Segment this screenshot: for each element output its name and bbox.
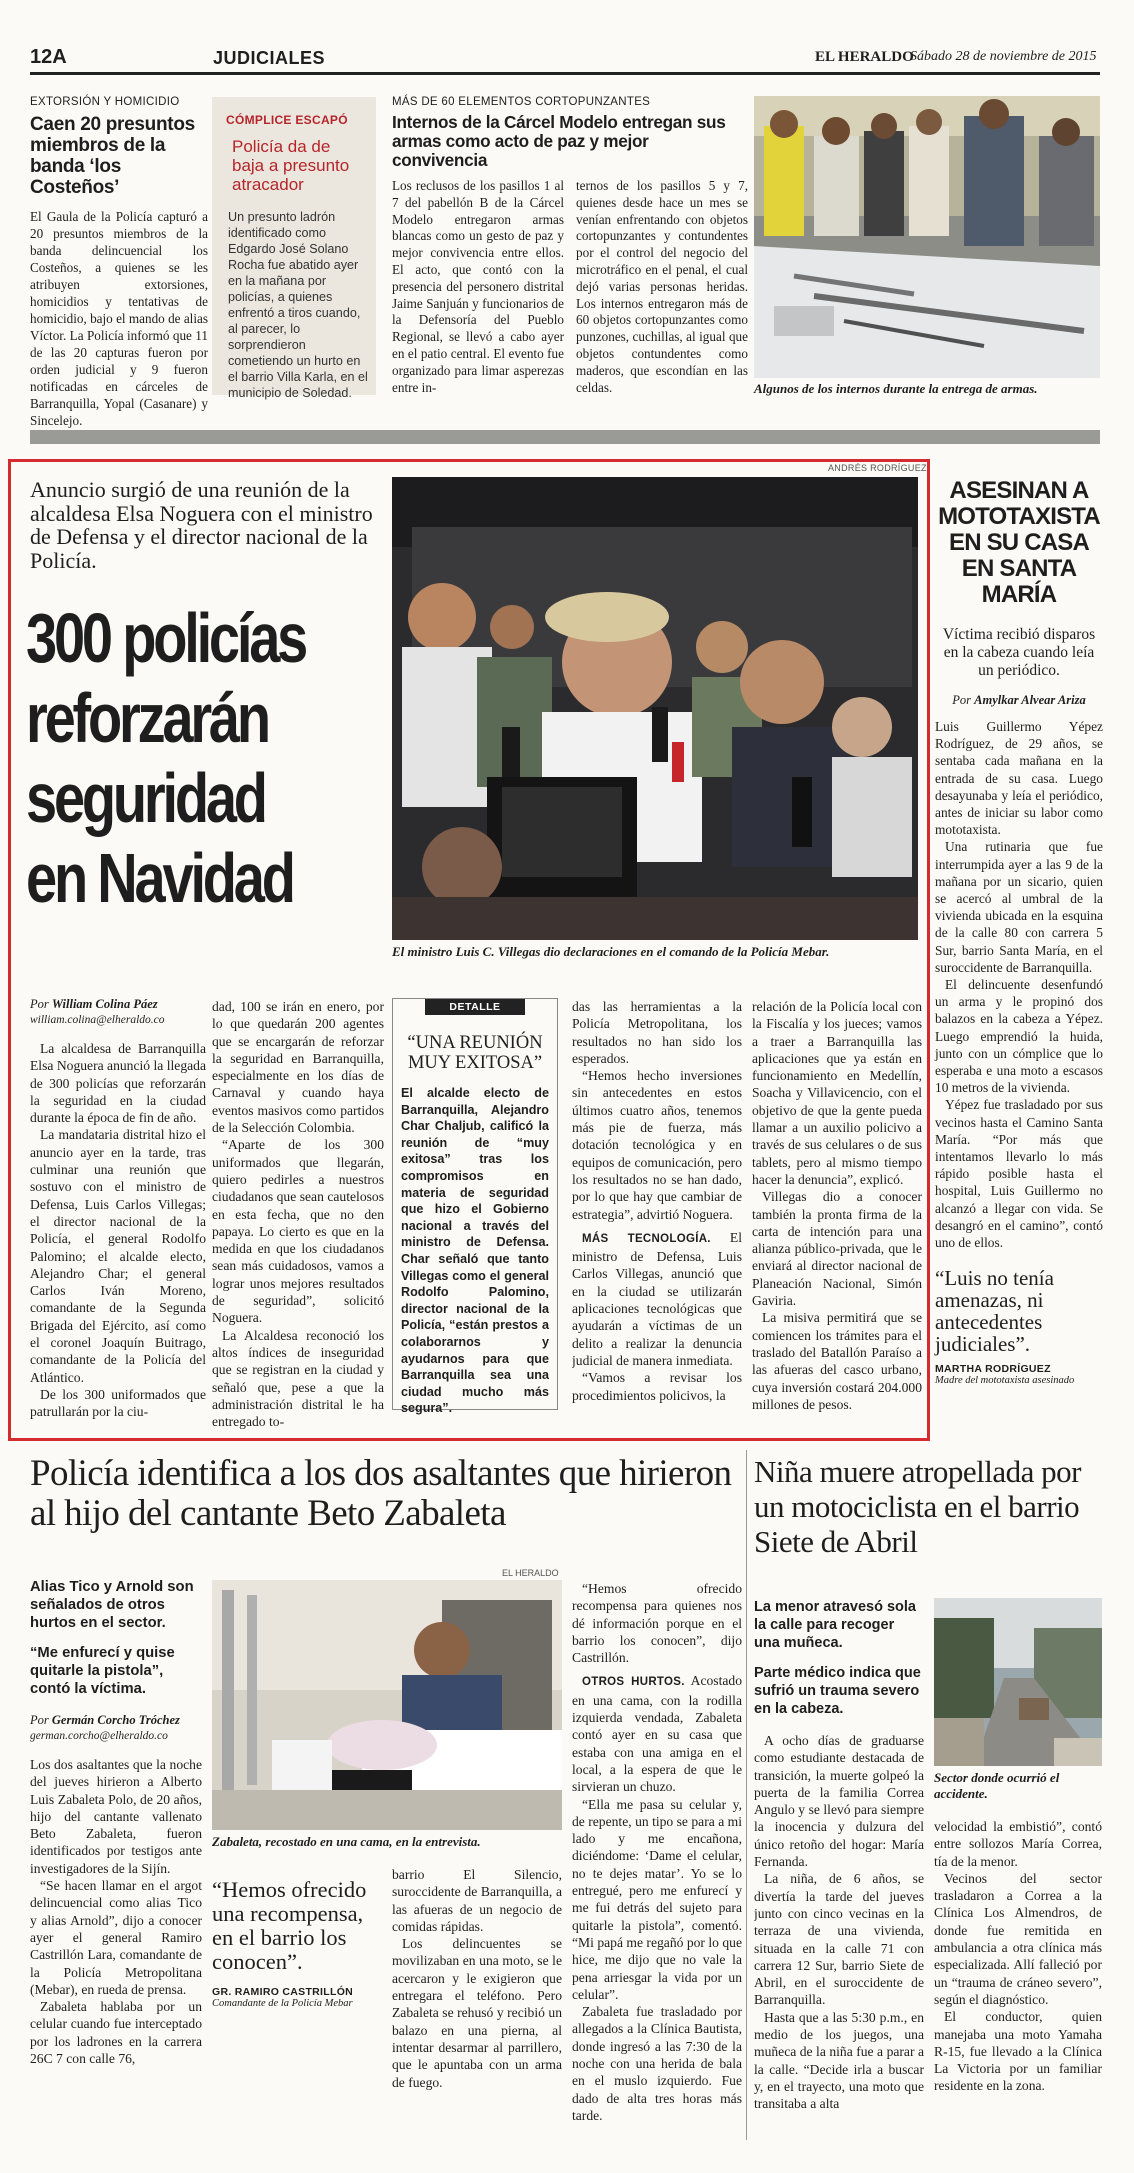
main-deck: Anuncio surgió de una reunión de la alcaldesa Elsa Noguera con el ministro de Defensa y el director nacional de la Policía. <box>30 477 373 573</box>
quote-name: GR. RAMIRO CASTRILLÓN <box>212 1986 354 1998</box>
body-col-1: Los reclusos de los pasillos 1 al 7 del pabellón B de la Cárcel Modelo entregaron armas blancas como un gesto de paz y mejor convivencia entre ellos. El acto, que contó con la presencia del personero distrital Jaime Sanjuán y funcionarios de la Defensoría del Pueblo Regional, se llevó a cabo ayer en el patio central. El evento fue organizado para limar asperezas entre in- <box>392 178 564 395</box>
detail-label: DETALLE <box>425 999 525 1015</box>
main-byline-email: william.colina@elheraldo.co <box>30 1014 165 1026</box>
byline-prefix: Por <box>30 997 49 1011</box>
byline-name: Amylkar Alvear Ariza <box>974 693 1086 707</box>
zabaleta-caption: Zabaleta, recostado en una cama, en la entrevista. <box>212 1834 481 1849</box>
headline: Caen 20 presuntos miembros de la banda ‘los Costeños’ <box>30 114 195 198</box>
headline-line-2: reforzarán <box>26 679 268 757</box>
paragraph: Luis Guillermo Yépez Rodríguez, de 29 años, se sentaba cada mañana en la entrada de su casa. Luego desayunaba y leía el periódico, antes de iniciar su labor como mototaxista. <box>935 719 1103 838</box>
byline-prefix: Por <box>952 693 972 707</box>
paragraph: El conductor, quien manejaba una moto Yamaha R-15, fue llevado a la Clínica La Victoria por un familiar residente en la zona. <box>934 2009 1102 2094</box>
headline: Internos de la Cárcel Modelo entregan sus armas como acto de paz y mejor convivencia <box>392 112 726 170</box>
main-col-1 <box>30 996 206 1436</box>
paragraph: Los dos asaltantes que la noche del jueves hirieron a Alberto Luis Zabaleta Polo, de 20 años, hijo del cantante vallenato Beto Zabaleta, fueron identificados por testigos ante investigadores de la Sijín. <box>30 1757 202 1876</box>
paragraph: La niña, de 6 años, se divertía la tarde del jueves junto con cinco vecinas en la terraza de una vivienda, situada en la calle 71 con carrera 12 Sur, barrio Siete de Abril, en el suroccidente de Barranquilla. <box>754 1871 924 2008</box>
paragraph: Zabaleta hablaba por un celular cuando fue interceptado por los ladrones en la carrera 26C 7 con calle 76, <box>30 1999 202 2067</box>
paragraph: “Hemos ofrecido recompensa para quienes nos dé información porque en el barrio los conocen”, dijo Castrillón. <box>572 1581 742 1666</box>
paragraph: Yépez fue trasladado por sus vecinos hasta el Camino Santa María. “Por más que intentamos llevarlo lo más rápido posible hasta el hospital, Luis Guillermo no alcanzó a llegar con vida. Se desangró en el camino”, contó uno de ellos. <box>935 1097 1103 1251</box>
subhead-otros-hurtos: OTROS HURTOS. <box>582 1676 685 1689</box>
nina-col-1 <box>754 1598 924 2138</box>
byline-prefix: Por <box>30 1713 49 1727</box>
main-caption: El ministro Luis C. Villegas dio declaraciones en el comando de la Policía Mebar. <box>392 944 830 959</box>
page-number: 12A <box>30 46 67 68</box>
byline-name: William Colina Páez <box>51 997 158 1011</box>
detail-title: “UNA REUNIÓN MUY EXITOSA” <box>407 1033 543 1073</box>
paragraph: A ocho días de graduarse como estudiante destacada de transición, la muerte golpeó la puerta de la familia Correa Angulo y se llevó para siempre la inocencia y dulzura del único retoño del hogar: María Fernanda. <box>754 1733 924 1870</box>
zabaleta-col-1-text <box>30 1756 202 2067</box>
weapons-image <box>754 96 1100 378</box>
paragraph: “Hemos hecho inversiones sin antecedentes en estos últimos cuatro años, tenemos más pie de fuerza, más dotación tecnológica y en equipos de comunicación, pero los resultados no se han dado, por lo que hay que cambiar de estrategia”, advirtió Noguera. <box>572 1068 742 1222</box>
main-headline <box>26 598 396 918</box>
body: El Gaula de la Policía capturó a 20 presuntos miembros de la banda delincuencial los Costeños, a quienes se les atribuyen extorsiones, homicidios y tentativas de homicidio, bajo el mando de alias Víctor. La Policía informó que 11 de las 20 capturas fueron por orden judicial y 9 fueron notificadas en cárceles de Barranquilla, Yopal (Casanare) y Sincelejo. <box>30 209 208 428</box>
paragraph <box>572 1672 742 1795</box>
issue-date: Sábado 28 de noviembre de 2015 <box>910 49 1097 64</box>
quote-text: “Hemos ofrecido una recompensa, en el barrio los conocen”. <box>212 1877 367 1974</box>
paragraph: “Se hacen llamar en el argot delincuencial como alias Tico y alias Arnold”, dijo a conocer ayer el general Ramiro Castrillón Lara, comandante de la Policía Metropolitana (Mebar), en rueda de prensa. <box>30 1878 202 1997</box>
main-byline <box>30 996 206 1012</box>
byline <box>30 1712 202 1728</box>
paragraph-text: El ministro de Defensa, Luis Carlos Villegas, anunció que en la ciudad se utilizarán aplicaciones tecnológicas que ayudarán a víctimas de un delito a realizar la denuncia judicial de manera inmediata. <box>572 1229 742 1368</box>
quote-role: Comandante de la Policía Mebar <box>212 1998 353 2009</box>
zabaleta-col-1 <box>30 1578 202 2128</box>
bottom-headline-zabaleta: Policía identifica a los dos asaltantes que hirieron al hijo del cantante Beto Zabaleta <box>30 1453 732 1534</box>
section-name: JUDICIALES <box>213 48 326 68</box>
paragraph: Hasta que a las 5:30 p.m., en medio de los juegos, una muñeca de la niña fue a parar a la calle. “Decide irla a buscar y, en el trayecto, una moto que transitaba a alta <box>754 2009 924 2112</box>
main-photo <box>392 477 918 940</box>
main-col-1-text <box>30 1040 206 1421</box>
kicker: MÁS DE 60 ELEMENTOS CORTOPUNZANTES <box>392 96 651 108</box>
paragraph: barrio El Silencio, suroccidente de Barranquilla, a las afueras de un negocio de comidas rápidas. <box>392 1867 562 1934</box>
body-col-2: ternos de los pasillos 5 y 7, quienes desde hace un mes se venían enfrentando con objetos cortopunzantes y contundentes por el control del negocio del microtráfico en el penal, el cual dejó varias personas heridas. Los internos entregaron más de 60 objetos cortopunzantes como punzones, cuchillas, al igual que objetos contundentes como maderos, que escondían en las celdas. <box>576 178 748 395</box>
paragraph: velocidad la embistió”, contó entre sollozos María Correa, tía de la menor. <box>934 1819 1102 1869</box>
kicker: CÓMPLICE ESCAPÓ <box>226 113 348 127</box>
side-quote-role: Madre del mototaxista asesinado <box>935 1375 1075 1387</box>
deck-2: “Me enfurecí y quise quitarle la pistola”, contó la víctima. <box>30 1645 175 1697</box>
deck-1: La menor atravesó sola la calle para recoger una muñeca. <box>754 1599 916 1651</box>
paragraph: Villegas dio a conocer también la pronta firma de la carta de intención para una alianza público-privada, que le enviará al director nacional de Planeación Nacional, Simón Gaviria. <box>752 1189 922 1309</box>
subhead-tecnologia: MÁS TECNOLOGÍA. <box>582 1232 711 1245</box>
weapons-photo <box>754 96 1100 378</box>
paragraph: La Alcaldesa reconoció los altos índices de inseguridad que se registran en la ciudad y señaló que, pese a que la administración distrital le ha entregado to- <box>212 1327 384 1430</box>
top-story-costenos <box>30 96 208 428</box>
kicker: EXTORSIÓN Y HOMICIDIO <box>30 96 180 108</box>
paragraph: De los 300 uniformados que patrullarán por la ciu- <box>30 1386 206 1420</box>
zabaleta-image <box>212 1580 562 1830</box>
street-image <box>934 1598 1102 1766</box>
main-photo-credit: ANDRÉS RODRÍGUEZ <box>828 463 927 473</box>
section-divider <box>30 430 1100 444</box>
top-story-carcel <box>392 96 748 396</box>
paragraph <box>572 1229 742 1369</box>
headline-line-4: en Navidad <box>26 839 293 917</box>
paragraph: La alcaldesa de Barranquilla Elsa Noguera anunció la llegada de 300 policías que reforzarán la seguridad en la ciudad durante la época de fin de año. <box>30 1041 206 1126</box>
street-caption: Sector donde ocurrió el accidente. <box>934 1770 1060 1801</box>
paragraph: “Aparte de los 300 uniformados que llegarán, quiero pedirles a nuestros ciudadanos que sean cautelosos en esta fecha, que no den papaya. Lo cierto es que en la medida en que los ciudadanos sean más cuidadosos, vamos a lograr unos mejores resultados de seguridad”, solicitó Noguera. <box>212 1137 384 1326</box>
zabaleta-col-4 <box>572 1580 742 2136</box>
paper-name: EL HERALDO <box>815 49 914 65</box>
zabaleta-photo <box>212 1580 562 1830</box>
detail-box <box>392 998 558 1416</box>
main-col-5 <box>752 998 922 1438</box>
paragraph: Vecinos del sector trasladaron a Correa a la Clínica Los Almendros, de donde fue remitida en ambulancia a otra clínica más especializada. Allí falleció por un “trauma de cráneo severo”, según el diagnóstico. <box>934 1870 1102 2007</box>
side-deck: Víctima recibió disparos en la cabeza cuando leía un periódico. <box>942 626 1096 679</box>
side-quote: “Luis no tenía amenazas, ni antecedentes judiciales”. <box>935 1266 1054 1357</box>
masthead <box>0 0 1134 80</box>
paragraph: “Vamos a revisar los procedimientos policivos, la <box>572 1370 742 1403</box>
nina-col-1-text <box>754 1732 924 2113</box>
paragraph: Zabaleta fue trasladado por allegados a la Clínica Bautista, donde ingresó a las 7:30 de la noche con una herida de bala en el muslo izquierdo. Fue dado de alta tres horas más tarde. <box>572 2004 742 2123</box>
press-conference-image <box>392 477 918 940</box>
headline-line-3: seguridad <box>26 759 265 837</box>
nina-col-2 <box>934 1818 1102 2138</box>
headline-line-1: 300 policías <box>26 599 306 677</box>
side-quote-name: MARTHA RODRÍGUEZ <box>935 1363 1051 1376</box>
deck-1: Alias Tico y Arnold son señalados de otros hurtos en el sector. <box>30 1579 194 1631</box>
masthead-rule <box>30 72 1100 75</box>
detail-body: El alcalde electo de Barranquilla, Alejandro Char Chaljub, calificó la reunión de “muy exitosa” tras los compromisos en materia de seguridad que hizo el Gobierno nacional a través del ministro de Defensa. Char señaló que tanto Villegas como el general Rodolfo Palomino, director nacional de la Policía, “están prestos a colaborarnos y ayudarnos para que Barranquilla sea una ciudad mucho más segura”. <box>401 1086 549 1416</box>
main-col-4 <box>572 998 742 1438</box>
paragraph: La mandataria distrital hizo el anuncio ayer en la tarde, tras culminar una reunión que sostuvo con el ministro de Defensa, Luis Carlos Villegas; el director nacional de la Policía, el general Rodolfo Palomino; el alcalde electo, Alejandro Char; el general Carlos Iván Moreno, comandante de la Segunda Brigada del Ejército, así como el coronel Joaquín Buitrago, comandante de la Policía del Atlántico. <box>30 1127 206 1385</box>
paragraph: Una rutinaria que fue interrumpida ayer a las 9 de la mañana por un sicario, quien se acercó al umbral de la vivienda ubicada en la esquina de la calle 80 con carrera 5 Sur, barrio Santa María, en el suroccidente de Barranquilla. <box>935 839 1103 975</box>
paragraph: das las herramientas a la Policía Metropolitana, los resultados no han sido los esperados. <box>572 999 742 1066</box>
zabaleta-photo-credit: EL HERALDO <box>502 1568 559 1578</box>
paragraph: relación de la Policía local con la Fiscalía y los jueces; vamos a traer a Barranquilla las aplicaciones que ya están en funcionamiento en Medellín, Soacha y Villavicencio, con el objetivo de que la gente pueda llamar a un auxilio policivo a través de sus celulares o de sus tablets, pero al mismo tiempo hacer la denuncia”, explicó. <box>752 999 922 1187</box>
paragraph: “Ella me pasa su celular y, de repente, un tipo se para a mi lado y me encañona, diciéndome: ‘Dame el celular, no te dejes matar’. Yo se lo entregué, pero me enfurecí y me fui detrás del sujeto para quitarle la pistola”, comentó. “Mi papá me regañó por lo que hice, me dijo que no vale la pena arriesgar la vida por un celular”. <box>572 1796 742 2002</box>
paragraph-text: Acostado en una cama, con la rodilla izquierda vendada, Zabaleta contó ayer en su casa que estaba con una amiga en el local, a la espera de que le sirvieran un chuzo. <box>572 1673 742 1795</box>
byline-name: Germán Corcho Tróchez <box>51 1713 180 1727</box>
paragraph: La misiva permitirá que se comiencen los trámites para el traslado del Batallón Paraíso a las afueras del casco urbano, cuya inversión costará 204.000 millones de pesos. <box>752 1310 922 1412</box>
zabaleta-quote <box>212 1878 384 2010</box>
bottom-vertical-rule <box>746 1450 747 2140</box>
main-col-2 <box>212 998 384 1438</box>
side-headline: ASESINAN A MOTOTAXISTA EN SU CASA EN SANTA MARÍA <box>938 477 1100 608</box>
side-body <box>935 718 1103 1251</box>
weapons-caption: Algunos de los internos durante la entrega de armas. <box>754 381 1038 396</box>
body: Un presunto ladrón identificado como Edgardo José Solano Rocha fue abatido ayer en la mañana por policías, a quienes enfrentó a tiros cuando, al parecer, lo sorprendieron cometiendo un hurto en el barrio Villa Karla, en el municipio de Soledad. <box>228 210 368 400</box>
paragraph: Los delincuentes se movilizaban en una moto, se le acercaron y le exigieron que entregara el teléfono. Pero Zabaleta se rehusó y recibió un balazo en una pierna, al intentar desarmar al parrillero, que le apuntaba con un arma de fuego. <box>392 1936 562 2090</box>
paragraph: dad, 100 se irán en enero, por lo que quedarán 200 agentes que se encargarán de reforzar la seguridad en Barranquilla, especialmente en los días de Carnaval y cuando haya eventos masivos como partidos de la Selección Colombia. <box>212 999 384 1136</box>
side-byline <box>935 692 1103 708</box>
byline-email: german.corcho@elheraldo.co <box>30 1730 168 1742</box>
street-photo <box>934 1598 1102 1766</box>
headline: Policía da de baja a presunto atracador <box>232 137 350 194</box>
paragraph: El delincuente desenfundó un arma y le propinó dos balazos en la cabeza a Yépez. Luego emprendió la huida, junto con un cómplice que lo esperaba e una moto a escasos 10 metros de la vivienda. <box>935 977 1103 1096</box>
deck-2: Parte médico indica que sufrió un trauma severo en la cabeza. <box>754 1665 921 1717</box>
zabaleta-col-3 <box>392 1866 562 2136</box>
top-story-atracador <box>212 97 376 400</box>
side-story <box>935 478 1103 1438</box>
bottom-headline-nina: Niña muere atropellada por un motociclista en el barrio Siete de Abril <box>754 1454 1081 1559</box>
